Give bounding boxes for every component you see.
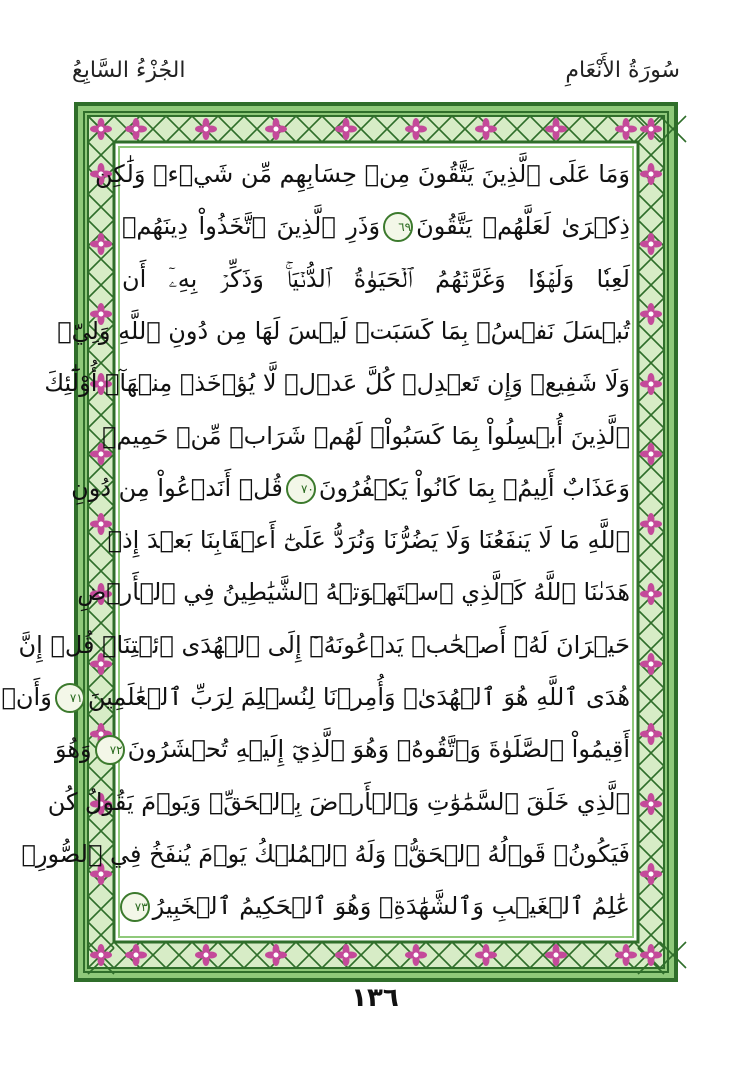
verse-text: وَذَرِ ٱلَّذِينَ ٱتَّخَذُواْ دِينَهُمۡ [122, 212, 381, 241]
text-line [122, 202, 630, 250]
text-line [95, 150, 630, 198]
verse-text: وَهُوَ [54, 735, 92, 764]
verse-text: هَدَىٰنَا ٱللَّهُ كَٱلَّذِي ٱسۡتَهۡوَتۡهُ ٱلشَّيَٰطِينُ فِي ٱلۡأَرۡضِ [77, 578, 630, 607]
text-line [122, 882, 630, 930]
verse-text: تُبۡسَلَ نَفۡسُۢ بِمَا كَسَبَتۡ لَيۡسَ لَهَا مِن دُونِ ٱللَّهِ وَلِيّٞ [57, 316, 630, 345]
verse-text: وَمَا عَلَى ٱلَّذِينَ يَتَّقُونَ مِنۡ حِسَابِهِم مِّن شَيۡءٖ وَلَٰكِن [95, 160, 630, 188]
text-line [57, 307, 630, 355]
juz-header: الجُزْءُ السَّابِعُ [72, 58, 186, 83]
verse-text: عَٰلِمُ ٱلۡغَيۡبِ وَٱلشَّهَٰدَةِۚ وَهُوَ ٱلۡحَكِيمُ ٱلۡخَبِيرُ [152, 892, 630, 921]
verse-text: لَعِبٗا وَلَهۡوٗا وَغَرَّتۡهُمُ ٱلۡحَيَوٰةُ ٱلدُّنۡيَاۚ وَذَكِّرۡ بِهِۦٓ أَن [122, 264, 630, 293]
verse-text: أَقِيمُواْ ٱلصَّلَوٰةَ وَٱتَّقُوهُۚ وَهُوَ ٱلَّذِيٓ إِلَيۡهِ تُحۡشَرُونَ [127, 735, 630, 764]
surah-header: سُورَةُ الأَنْعَامِ [565, 58, 680, 83]
text-line [107, 516, 630, 564]
page-number: ١٣٦ [351, 983, 399, 1013]
ayah-number-marker: ٧٠ [286, 474, 316, 504]
verse-text: ٱلَّذِي خَلَقَ ٱلسَّمَٰوَٰتِ وَٱلۡأَرۡضَ بِٱلۡحَقِّۖ وَيَوۡمَ يَقُولُ كُن [47, 787, 630, 816]
verse-text: ٱللَّهِ مَا لَا يَنفَعُنَا وَلَا يَضُرُّنَا وَنُرَدُّ عَلَىٰٓ أَعۡقَابِنَا بَعۡدَ إِذۡ [107, 526, 630, 555]
verse-text: وَأَنۡ [1, 683, 52, 711]
verse-text: ٱلَّذِينَ أُبۡسِلُواْ بِمَا كَسَبُواْۖ لَهُمۡ شَرَابٞ مِّنۡ حَمِيمٖ [102, 421, 630, 450]
ayah-number-marker: ٧٢ [95, 735, 125, 765]
text-line [44, 359, 630, 407]
text-line [102, 412, 630, 460]
text-line [77, 568, 630, 616]
text-line [21, 830, 630, 878]
text-line [122, 255, 630, 303]
verse-text: حَيۡرَانَ لَهُۥٓ أَصۡحَٰبٞ يَدۡعُونَهُۥٓ إِلَى ٱلۡهُدَى ٱئۡتِنَاۗ قُلۡ إِنَّ [18, 630, 630, 659]
text-line [18, 621, 630, 669]
verse-text: قُلۡ أَنَدۡعُواْ مِن دُونِ [71, 473, 283, 502]
verse-text: فَيَكُونُۚ قَوۡلُهُ ٱلۡحَقُّۚ وَلَهُ ٱلۡمُلۡكُ يَوۡمَ يُنفَخُ فِي ٱلصُّورِۚ [21, 839, 630, 868]
verse-text: وَعَذَابٌ أَلِيمُۢ بِمَا كَانُواْ يَكۡفُرُونَ [318, 473, 630, 502]
verse-text: وَلَا شَفِيعٞ وَإِن تَعۡدِلۡ كُلَّ عَدۡلٖ لَّا يُؤۡخَذۡ مِنۡهَآۗ أُوْلَٰٓئِكَ [44, 369, 630, 398]
verse-text: ذِكۡرَىٰ لَعَلَّهُمۡ يَتَّقُونَ [416, 212, 630, 241]
text-line [1, 673, 630, 721]
ayah-number-marker: ٧١ [55, 683, 85, 713]
text-line [47, 778, 630, 826]
quran-text [1, 150, 630, 935]
verse-text: هُدَى ٱللَّهِ هُوَ ٱلۡهُدَىٰۖ وَأُمِرۡنَا لِنُسۡلِمَ لِرَبِّ ٱلۡعَٰلَمِينَ [87, 683, 630, 711]
text-line [54, 725, 630, 773]
ayah-number-marker: ٦٩ [383, 212, 413, 242]
ayah-number-marker: ٧٣ [120, 892, 150, 922]
text-line [71, 464, 630, 512]
